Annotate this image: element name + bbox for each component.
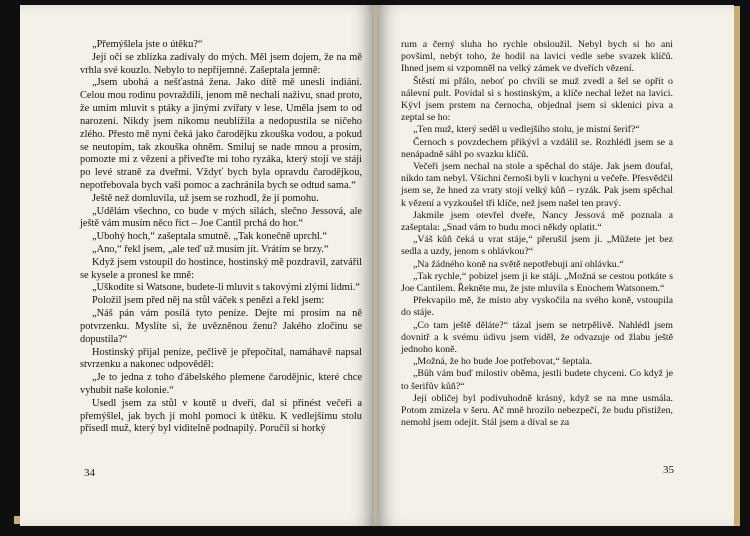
paragraph: Usedl jsem za stůl v koutě u dveří, dal si přinést večeři a přemýšlel, jak bych jí mohl pomoci k útěku. K vedlejšímu stolu přisedl muž, který byl viditelně podnapilý. Poručil si horký <box>80 397 362 435</box>
paragraph: „Ten muž, který seděl u vedlejšího stolu, je místní šerif?“ <box>413 124 640 136</box>
paragraph: „Je to jedna z toho ďábelského plemene čarodějnic, které chce vyhubit naše kolonie.“ <box>80 372 362 396</box>
paragraph: „Ubohý hoch,“ zašeptala smutně. „Tak konečně uprchl.“ <box>92 231 327 243</box>
paragraph: Ještě než domluvila, už jsem se rozhodl, že jí pomohu. <box>92 192 319 204</box>
paragraph: Jakmile jsem otevřel dveře, Nancy Jessová mě poznala a zašeptala: „Snad vám to budu moci někdy oplatit.“ <box>401 209 673 234</box>
paragraph: Její obličej byl podivuhodně krásný, když se na mne usmála. Potom zmizela v šeru. Ač mně hrozilo nebezpečí, že budu přistižen, nemohl jsem odejít. Stál jsem a díval se za <box>401 392 673 429</box>
right-page-text <box>401 39 673 430</box>
paragraph: Její oči se zblízka zadívaly do mých. Měl jsem dojem, že na mě vrhla své kouzlo. Nebylo to nepříjemné. Zašeptala jemně: <box>80 51 362 76</box>
paragraph: „Přemýšlela jste o útěku?“ <box>92 39 203 50</box>
left-page-text <box>80 39 362 436</box>
paragraph: Položil jsem před něj na stůl váček s penězi a řekl jsem: <box>92 295 325 307</box>
paragraph: „Tak rychle,“ pobízel jsem ji ke stáji. „Možná se cestou potkáte s Joe Cantilem. Řekněte mu, že jste mluvila s Enochem Watsonem.“ <box>401 270 673 295</box>
paragraph: Štěstí mi přálo, neboť po chvíli se muž zvedl a šel se opřít o nálevní pult. Povídal si s hostinským, a klíče nechal ležet na lavici. Kývl jsem prstem na černocha, objednal jsem si sklenici piva a zeptal se ho: <box>401 75 673 124</box>
paragraph: „Co tam ještě děláte?“ tázal jsem se netrpělivě. Nahlédl jsem dovnitř a k svému údivu jsem viděl, že odvazuje od žlabu ještě jednoho koně. <box>401 319 673 356</box>
paragraph: Překvapilo mě, že místo aby vyskočila na svého koně, vstoupila do stáje. <box>401 295 673 319</box>
paragraph: Večeři jsem nechal na stole a spěchal do stáje. Jak jsem doufal, nikdo tam nebyl. Všichni černoši byli v kuchyni u večeře. Přesvědčil jsem se, že hned za vraty stojí velký kůň – ryzák. Pak jsem spěchal k vězení a vyzkoušel tři klíče, než jsem našel ten pravý. <box>401 161 673 209</box>
paragraph: Když jsem vstoupil do hostince, hostinský mě pozdravil, zatvářil se kysele a pronesl ke mně: <box>80 256 362 281</box>
paragraph: „Uškodíte si Watsone, budete-li mluvit s takovými zlými lidmi.“ <box>92 282 360 294</box>
paragraph: rum a černý sluha ho rychle obsloužil. Nebyl bych si ho ani povšiml, nebýt toho, že hodil na lavici vedle sebe svazek klíčů. Ihned jsem si vzpomněl na velký zámek ve dveřích vězení. <box>401 39 673 75</box>
paragraph: Hostinský přijal peníze, pečlivě je přepočítal, namáhavě napsal stvrzenku a nakonec odpověděl: <box>80 346 362 371</box>
paragraph: Černoch s povzdechem přikývl a vzdálil se. Rozhlédl jsem se a nenápadně sáhl po svazku klíčů. <box>401 136 673 160</box>
paragraph: „Udělám všechno, co bude v mých silách, slečno Jessová, ale ještě vám musím něco říct – Joe Cantil prchá do hor.“ <box>80 205 362 230</box>
paragraph: „Na žádného koně na světě nepotřebuji ani ohlávku.“ <box>413 258 624 270</box>
left-page <box>20 5 377 526</box>
paragraph: „Možná, že ho bude Joe potřebovat,“ šeptala. <box>413 356 593 368</box>
paragraph: „Váš kůň čeká u vrat stáje,“ přerušil jsem ji. „Můžete jet bez sedla a uzdy, jenom s ohlávkou?“ <box>401 234 673 258</box>
right-page <box>377 5 734 526</box>
paragraph: „Ano,“ řekl jsem, „ale teď už musím jít. Vrátím se brzy.“ <box>92 244 329 255</box>
page-number-left: 34 <box>84 467 95 479</box>
paragraph: „Bůh vám buď milostiv oběma, jestli budete chyceni. Co když je to šerifův kůň?“ <box>401 368 673 392</box>
page-number-right: 35 <box>663 464 674 476</box>
page-edge-right <box>734 6 740 524</box>
paragraph: „Jsem ubohá a nešťastná žena. Jako dítě mě unesli indiáni. Celou mou rodinu povraždili, jenom mě nechali naživu, snad proto, že umím mluvit s ptáky a jinými zvířaty v lese. Uměla jsem to od narození. Nikdy jsem nikomu neublížila a nedopustila se ničeho zlého. Přesto mě nyní čeká jako čarodějku zkouška vodou, a pokud se neutopím, tak zkouška ohněm. Smiluj se nade mnou a prosím, pomozte mi z vězení a přiveďte mi toho ryzáka, který stojí ve stáji po levé straně za dveřmi. Vždyť bych byla opravdu čarodějkou, nepotřebovala bych vaši pomoc a zachránila bych se odtud sama.“ <box>80 77 362 191</box>
paragraph: „Náš pán vám posílá tyto peníze. Dejte mi prosím na ně potvrzenku. Myslíte si, že uvězněnou ženu? Jakého zločinu se dopustila?“ <box>80 308 362 345</box>
